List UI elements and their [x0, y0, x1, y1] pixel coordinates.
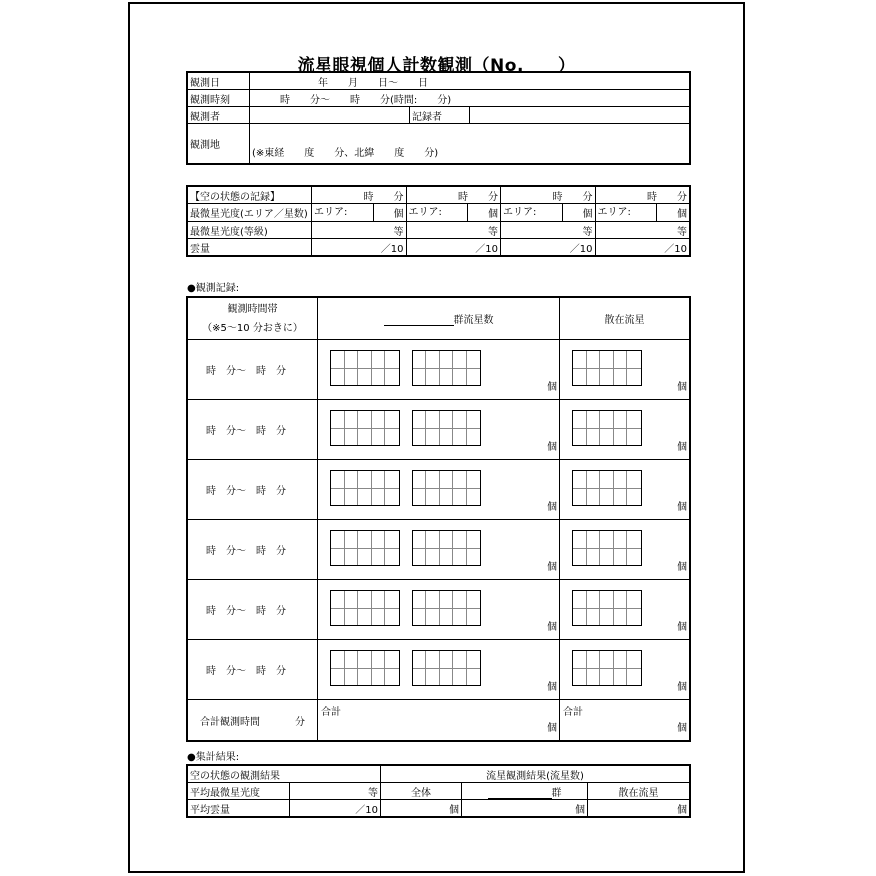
- row-time-cell[interactable]: [188, 400, 318, 460]
- lim-area-4[interactable]: [595, 204, 690, 222]
- lim-mag-4[interactable]: 等: [595, 222, 690, 239]
- area-prefix: エリア:: [407, 204, 469, 221]
- avg-cloud-value[interactable]: ／10: [290, 800, 381, 817]
- sporadic-count-cell[interactable]: [560, 520, 690, 580]
- time-header: [188, 298, 318, 340]
- shower-total-label: 合計: [321, 707, 341, 718]
- sky-time-4[interactable]: 時 分: [595, 187, 690, 204]
- shower-name-blank[interactable]: [384, 325, 454, 326]
- time-label: 観測時刻: [188, 90, 250, 107]
- recorder-field[interactable]: [470, 107, 690, 124]
- title-close: ）: [557, 56, 576, 76]
- cloud-1[interactable]: ／10: [312, 239, 407, 256]
- total-time-cell[interactable]: [188, 700, 318, 741]
- observer-label: 観測者: [188, 107, 250, 124]
- count-unit: 個: [547, 382, 557, 393]
- shower-summary-blank[interactable]: [488, 798, 552, 799]
- tally-grid[interactable]: [412, 470, 482, 506]
- row-time-cell[interactable]: [188, 520, 318, 580]
- tally-grid[interactable]: [330, 410, 400, 446]
- sporadic-total-cell[interactable]: [560, 700, 690, 741]
- shower-total-cell[interactable]: [318, 700, 560, 741]
- form-page: [128, 2, 745, 873]
- count-unit: 個: [677, 442, 687, 453]
- sporadic-count-cell[interactable]: [560, 400, 690, 460]
- area-prefix: エリア:: [501, 204, 563, 221]
- date-field[interactable]: 年 月 日〜 日: [250, 73, 690, 90]
- cloud-label: 雲量: [188, 239, 312, 256]
- record-row: [188, 520, 690, 580]
- row-time-text: 時 分〜 時 分: [206, 606, 286, 617]
- time-header-text: 観測時間帯: [227, 303, 278, 315]
- count-unit: 個: [677, 209, 687, 220]
- tally-grid[interactable]: [330, 470, 400, 506]
- lim-area-3[interactable]: [501, 204, 596, 222]
- title-text: 流星眼視個人計数観測（No.: [297, 56, 524, 76]
- count-unit: 個: [393, 209, 404, 220]
- row-time-cell[interactable]: [188, 640, 318, 700]
- cloud-4[interactable]: ／10: [595, 239, 690, 256]
- count-unit: 個: [547, 622, 557, 633]
- sky-result-header: 空の状態の観測結果: [188, 766, 381, 783]
- lim-mag-1[interactable]: 等: [312, 222, 407, 239]
- row-time-cell[interactable]: [188, 580, 318, 640]
- shower-header-text: 群流星数: [453, 315, 494, 326]
- tally-grid[interactable]: [572, 530, 642, 566]
- shower-count-cell[interactable]: [318, 460, 560, 520]
- summary-table: [187, 765, 690, 817]
- total-time-unit: 分: [295, 716, 305, 728]
- shower-count-cell[interactable]: [318, 640, 560, 700]
- tally-grid[interactable]: [412, 410, 482, 446]
- tally-grid[interactable]: [412, 650, 482, 686]
- sporadic-total-label: 合計: [563, 707, 583, 718]
- record-row: [188, 460, 690, 520]
- shower-header: [318, 298, 560, 340]
- tally-grid[interactable]: [572, 470, 642, 506]
- place-label: 観測地: [188, 124, 250, 164]
- record-row: [188, 580, 690, 640]
- sky-header: 【空の状態の記録】: [188, 187, 312, 204]
- avg-lim-label: 平均最微星光度: [188, 783, 290, 800]
- cloud-2[interactable]: ／10: [406, 239, 501, 256]
- count-unit: 個: [547, 502, 557, 513]
- tally-grid[interactable]: [330, 350, 400, 386]
- sporadic-count[interactable]: 個: [588, 800, 690, 817]
- tally-grid[interactable]: [572, 410, 642, 446]
- row-time-text: 時 分〜 時 分: [206, 366, 286, 377]
- tally-grid[interactable]: [330, 530, 400, 566]
- count-unit: 個: [677, 502, 687, 513]
- time-field[interactable]: 時 分〜 時 分(時間: 分): [250, 90, 690, 107]
- row-time-text: 時 分〜 時 分: [206, 666, 286, 677]
- sporadic-total-unit: 個: [677, 723, 687, 734]
- tally-grid[interactable]: [412, 590, 482, 626]
- total-time-label: 合計観測時間: [200, 716, 260, 728]
- sporadic-count-cell[interactable]: [560, 460, 690, 520]
- sporadic-count-cell[interactable]: [560, 640, 690, 700]
- sky-time-2[interactable]: 時 分: [406, 187, 501, 204]
- count-unit: 個: [488, 209, 498, 220]
- recorder-label: 記録者: [410, 107, 470, 124]
- observer-field[interactable]: [250, 107, 410, 124]
- lim-mag-3[interactable]: 等: [501, 222, 596, 239]
- tally-grid[interactable]: [572, 590, 642, 626]
- sporadic-count-cell[interactable]: [560, 340, 690, 400]
- sporadic-summary-header: 散在流星: [588, 783, 690, 800]
- tally-grid[interactable]: [412, 350, 482, 386]
- meteor-result-header: 流星観測結果(流星数): [381, 766, 690, 783]
- record-table: [187, 297, 690, 741]
- count-unit: 個: [677, 382, 687, 393]
- info-table: [187, 72, 690, 164]
- record-row: [188, 340, 690, 400]
- count-unit: 個: [677, 622, 687, 633]
- shower-total-unit: 個: [547, 723, 557, 734]
- area-prefix: エリア:: [596, 204, 658, 221]
- avg-lim-value[interactable]: 等: [290, 783, 381, 800]
- shower-count-cell[interactable]: [318, 400, 560, 460]
- row-time-text: 時 分〜 時 分: [206, 486, 286, 497]
- row-time-cell[interactable]: [188, 340, 318, 400]
- lim-area-1[interactable]: [312, 204, 407, 222]
- lim-mag-label: 最微星光度(等級): [188, 222, 312, 239]
- sky-table: [187, 186, 690, 256]
- count-unit: 個: [677, 562, 687, 573]
- sporadic-header: 散在流星: [560, 298, 690, 340]
- count-unit: 個: [677, 682, 687, 693]
- row-time-text: 時 分〜 時 分: [206, 426, 286, 437]
- shower-count-cell[interactable]: [318, 580, 560, 640]
- tally-grid[interactable]: [330, 590, 400, 626]
- record-section-label: ●観測記録:: [187, 283, 240, 294]
- shower-count[interactable]: 個: [462, 800, 588, 817]
- time-header-note: （※5〜10 分おきに）: [202, 322, 303, 334]
- tally-grid[interactable]: [572, 350, 642, 386]
- cloud-3[interactable]: ／10: [501, 239, 596, 256]
- lim-area-2[interactable]: [406, 204, 501, 222]
- tally-grid[interactable]: [330, 650, 400, 686]
- tally-grid[interactable]: [412, 530, 482, 566]
- area-prefix: エリア:: [312, 204, 374, 221]
- all-count[interactable]: 個: [381, 800, 462, 817]
- count-unit: 個: [547, 682, 557, 693]
- lim-area-label: 最微星光度(エリア／星数): [188, 204, 312, 222]
- sporadic-count-cell[interactable]: [560, 580, 690, 640]
- shower-summary-header: [462, 783, 588, 800]
- sky-time-3[interactable]: 時 分: [501, 187, 596, 204]
- shower-suffix: 群: [551, 787, 562, 799]
- avg-cloud-label: 平均雲量: [188, 800, 290, 817]
- shower-count-cell[interactable]: [318, 340, 560, 400]
- count-unit: 個: [547, 562, 557, 573]
- record-row: [188, 640, 690, 700]
- count-unit: 個: [582, 209, 593, 220]
- shower-count-cell[interactable]: [318, 520, 560, 580]
- record-row: [188, 400, 690, 460]
- summary-section-label: ●集計結果:: [187, 752, 240, 763]
- date-label: 観測日: [188, 73, 250, 90]
- tally-grid[interactable]: [572, 650, 642, 686]
- sky-time-1[interactable]: 時 分: [312, 187, 407, 204]
- row-time-text: 時 分〜 時 分: [206, 546, 286, 557]
- place-field[interactable]: (※東経 度 分、北緯 度 分): [250, 124, 690, 164]
- row-time-cell[interactable]: [188, 460, 318, 520]
- all-label: 全体: [381, 783, 462, 800]
- lim-mag-2[interactable]: 等: [406, 222, 501, 239]
- count-unit: 個: [547, 442, 557, 453]
